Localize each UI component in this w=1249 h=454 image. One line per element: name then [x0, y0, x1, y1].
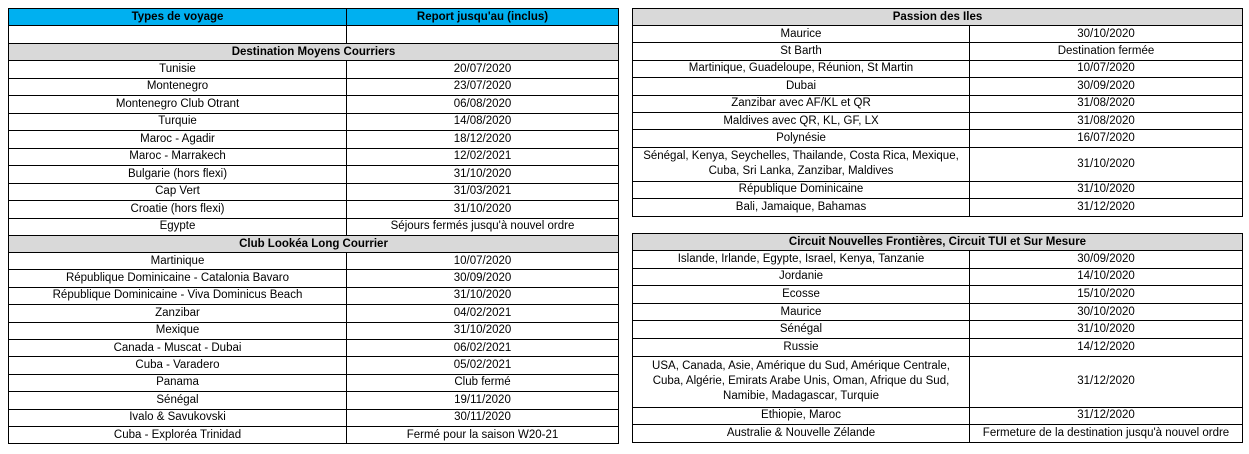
table-row: [9, 78, 619, 96]
destination-cell: Russie: [633, 338, 970, 356]
report-date-cell: 23/07/2020: [347, 78, 619, 96]
table-row: [9, 201, 619, 219]
report-date-cell: 14/12/2020: [970, 338, 1243, 356]
destination-cell: Tunisie: [9, 61, 347, 79]
report-date-cell: 12/02/2021: [347, 148, 619, 166]
table-row: [9, 426, 619, 443]
destination-cell: Cuba - Varadero: [9, 357, 347, 374]
report-date-cell: 31/12/2020: [970, 407, 1243, 425]
report-date-cell: 30/09/2020: [347, 270, 619, 287]
table-row: [633, 112, 1243, 129]
table-row: [9, 322, 619, 339]
destination-cell: Montenegro Club Otrant: [9, 96, 347, 114]
report-date-cell: Destination fermée: [970, 43, 1243, 60]
report-date-cell: 31/08/2020: [970, 112, 1243, 129]
table-row: [633, 338, 1243, 356]
destination-cell: Dubai: [633, 78, 970, 95]
destination-cell: Maldives avec QR, KL, GF, LX: [633, 112, 970, 129]
table-row: [633, 181, 1243, 198]
report-date-cell: 20/07/2020: [347, 61, 619, 79]
report-date-cell: Séjours fermés jusqu'à nouvel ordre: [347, 218, 619, 236]
report-date-cell: 04/02/2021: [347, 305, 619, 322]
report-date-cell: 19/11/2020: [347, 392, 619, 409]
table-row: [633, 251, 1243, 269]
destination-cell: République Dominicaine: [633, 181, 970, 198]
report-date-cell: 30/10/2020: [970, 303, 1243, 321]
destination-cell: Australie & Nouvelle Zélande: [633, 425, 970, 443]
section-title-row: [9, 236, 619, 253]
report-date-cell: 30/10/2020: [970, 26, 1243, 43]
report-date-cell: 10/07/2020: [970, 60, 1243, 77]
table-row: [9, 305, 619, 322]
destination-cell: Martinique: [9, 253, 347, 270]
table-row: [9, 131, 619, 149]
destination-cell: Sénégal: [9, 392, 347, 409]
report-date-cell: 16/07/2020: [970, 130, 1243, 147]
destination-cell: St Barth: [633, 43, 970, 60]
destination-cell: Maurice: [633, 26, 970, 43]
destination-cell: Bulgarie (hors flexi): [9, 166, 347, 184]
section-title-passion-des-iles: Passion des Iles: [633, 9, 1243, 26]
destination-cell: République Dominicaine - Catalonia Bavaro: [9, 270, 347, 287]
table-row: [9, 218, 619, 236]
header-col-types: Types de voyage: [9, 9, 347, 26]
table-row: [633, 425, 1243, 443]
section-title-row: [633, 9, 1243, 26]
section-title-row: [633, 234, 1243, 251]
table-row: [9, 409, 619, 426]
table-row: [633, 321, 1243, 339]
destination-cell: Zanzibar avec AF/KL et QR: [633, 95, 970, 112]
destination-cell: USA, Canada, Asie, Amérique du Sud, Amérique Centrale, Cuba, Algérie, Emirats Arabe Unis, Oman, Afrique du Sud, Namibie, Madagascar, Turquie: [633, 356, 970, 407]
table-row: [633, 26, 1243, 43]
destination-cell: Maroc - Marrakech: [9, 148, 347, 166]
section-title-moyens-courriers: Destination Moyens Courriers: [9, 44, 619, 61]
destination-cell: Zanzibar: [9, 305, 347, 322]
report-date-cell: 31/10/2020: [347, 322, 619, 339]
table-row: [9, 339, 619, 356]
table-row: [9, 392, 619, 409]
report-date-cell: 31/10/2020: [347, 287, 619, 304]
circuit-table: [632, 233, 1243, 443]
table-row: [633, 356, 1243, 407]
destination-cell: Canada - Muscat - Dubai: [9, 339, 347, 356]
section-title-row: [9, 44, 619, 61]
report-date-cell: 05/02/2021: [347, 357, 619, 374]
table-row: [9, 287, 619, 304]
destination-cell: République Dominicaine - Viva Dominicus Beach: [9, 287, 347, 304]
table-row: [633, 130, 1243, 147]
destination-cell: Mexique: [9, 322, 347, 339]
report-date-cell: 31/10/2020: [970, 321, 1243, 339]
destination-cell: Maroc - Agadir: [9, 131, 347, 149]
report-date-cell: 31/12/2020: [970, 356, 1243, 407]
destination-cell: Sénégal, Kenya, Seychelles, Thailande, Costa Rica, Mexique, Cuba, Sri Lanka, Zanzibar, Maldives: [633, 147, 970, 181]
table-row: [633, 286, 1243, 304]
report-date-cell: 30/09/2020: [970, 78, 1243, 95]
report-date-cell: 31/10/2020: [347, 201, 619, 219]
destination-cell: Ivalo & Savukovski: [9, 409, 347, 426]
report-date-cell: 06/02/2021: [347, 339, 619, 356]
destination-cell: Polynésie: [633, 130, 970, 147]
section-title-circuit: Circuit Nouvelles Frontières, Circuit TUI et Sur Mesure: [633, 234, 1243, 251]
table-row: [633, 268, 1243, 286]
report-date-cell: 31/08/2020: [970, 95, 1243, 112]
destination-cell: Montenegro: [9, 78, 347, 96]
left-table: [8, 8, 619, 444]
destination-cell: Sénégal: [633, 321, 970, 339]
table-row: [9, 166, 619, 184]
table-row: [633, 303, 1243, 321]
destination-cell: Croatie (hors flexi): [9, 201, 347, 219]
destination-cell: Jordanie: [633, 268, 970, 286]
destination-cell: Cuba - Exploréa Trinidad: [9, 426, 347, 443]
table-row: [633, 147, 1243, 181]
table-row: [9, 357, 619, 374]
table-row: [9, 96, 619, 114]
passion-des-iles-table: [632, 8, 1243, 217]
table-row: [633, 43, 1243, 60]
report-date-cell: 14/08/2020: [347, 113, 619, 131]
blank-row: [9, 26, 619, 44]
destination-cell: Bali, Jamaique, Bahamas: [633, 199, 970, 216]
destination-cell: Maurice: [633, 303, 970, 321]
report-date-cell: 30/09/2020: [970, 251, 1243, 269]
table-row: [9, 270, 619, 287]
report-date-cell: 15/10/2020: [970, 286, 1243, 304]
table-row: [633, 407, 1243, 425]
report-date-cell: 31/10/2020: [970, 147, 1243, 181]
left-table-header: [9, 9, 619, 26]
report-date-cell: 30/11/2020: [347, 409, 619, 426]
table-row: [9, 374, 619, 391]
table-row: [633, 199, 1243, 216]
table-row: [9, 113, 619, 131]
report-date-cell: 06/08/2020: [347, 96, 619, 114]
table-row: [9, 148, 619, 166]
destination-cell: Turquie: [9, 113, 347, 131]
table-row: [633, 78, 1243, 95]
table-row: [9, 183, 619, 201]
section-title-club-lookea: Club Lookéa Long Courrier: [9, 236, 619, 253]
destination-cell: Ethiopie, Maroc: [633, 407, 970, 425]
report-date-cell: 18/12/2020: [347, 131, 619, 149]
table-row: [633, 60, 1243, 77]
report-date-cell: 31/12/2020: [970, 199, 1243, 216]
table-row: [633, 95, 1243, 112]
destination-cell: Egypte: [9, 218, 347, 236]
destination-cell: Martinique, Guadeloupe, Réunion, St Martin: [633, 60, 970, 77]
report-date-cell: 14/10/2020: [970, 268, 1243, 286]
destination-cell: Islande, Irlande, Egypte, Israel, Kenya, Tanzanie: [633, 251, 970, 269]
table-row: [9, 61, 619, 79]
report-date-cell: 10/07/2020: [347, 253, 619, 270]
destination-cell: Panama: [9, 374, 347, 391]
report-date-cell: 31/10/2020: [970, 181, 1243, 198]
report-date-cell: 31/03/2021: [347, 183, 619, 201]
destination-cell: Ecosse: [633, 286, 970, 304]
report-date-cell: 31/10/2020: [347, 166, 619, 184]
header-col-report: Report jusqu'au (inclus): [347, 9, 619, 26]
report-date-cell: Club fermé: [347, 374, 619, 391]
table-row: [9, 253, 619, 270]
report-date-cell: Fermé pour la saison W20-21: [347, 426, 619, 443]
destination-cell: Cap Vert: [9, 183, 347, 201]
report-date-cell: Fermeture de la destination jusqu'à nouvel ordre: [970, 425, 1243, 443]
